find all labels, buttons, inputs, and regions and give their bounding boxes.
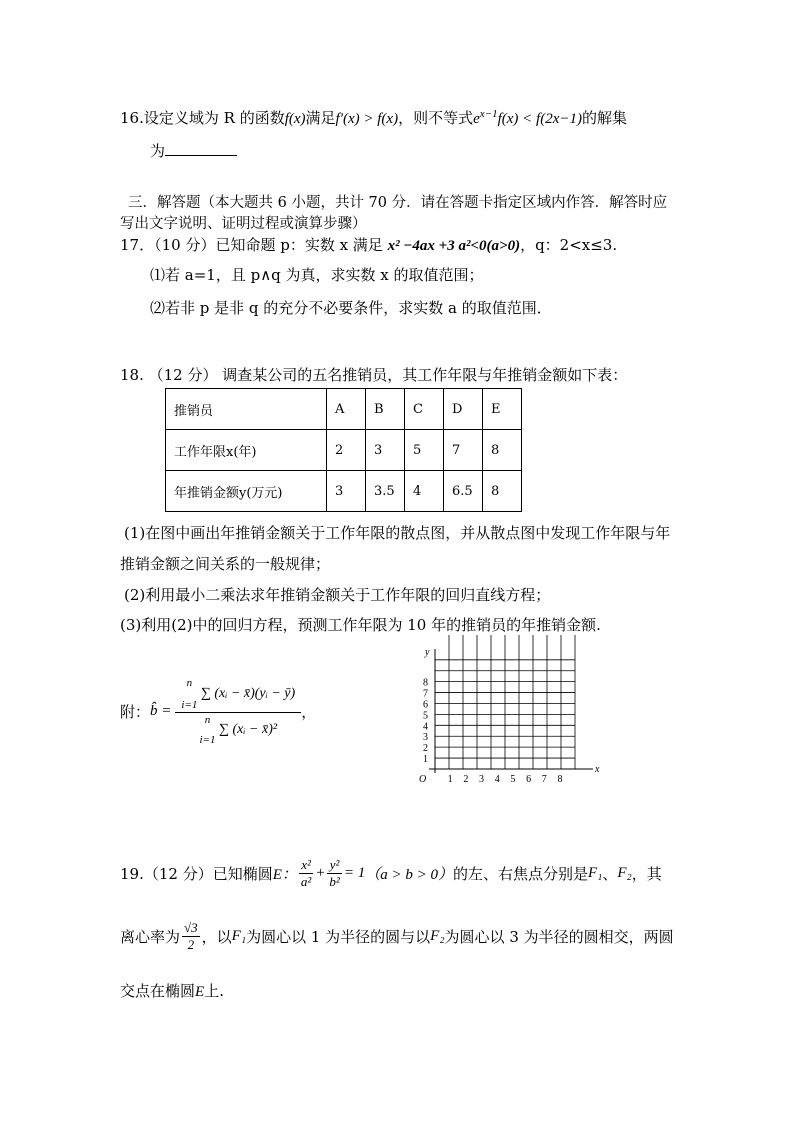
q19-ecc-den: 2 <box>187 937 195 952</box>
q16-line1 <box>120 107 627 128</box>
table-cell: 5 <box>405 430 444 471</box>
q18-intro: 18. （12 分） 调查某公司的五名推销员，其工作年限与年推销金额如下表： <box>120 366 628 384</box>
formula-numerator <box>175 676 301 713</box>
q19-frac-x-den: a² <box>300 874 312 889</box>
q16-text-e: 为 <box>150 142 166 160</box>
q19-line2-f2: F₂ <box>430 928 445 944</box>
section3-line1: 三．解答题（本大题共 6 小题，共计 70 分．请在答题卡指定区域内作答．解答时应 <box>128 195 668 211</box>
sum-bottom: i=1 <box>181 699 198 711</box>
q16-line2 <box>150 140 237 161</box>
q19-sep: 、 <box>602 865 618 883</box>
table-header-salesperson: 推销员 <box>166 389 327 430</box>
formula-fraction <box>175 676 301 747</box>
table-header-d: D <box>444 389 483 430</box>
q19-ecc-text: 离心率为 <box>120 928 181 946</box>
x-axis-label: x <box>595 764 600 775</box>
table-cell: 3.5 <box>366 471 405 512</box>
y-tick-label: 1 <box>423 754 428 766</box>
table-cell: 6.5 <box>444 471 483 512</box>
sum-top: n <box>204 714 211 726</box>
q19-plus: + <box>315 865 326 881</box>
q17-part1: ⑴若 a=1，且 p∧q 为真，求实数 x 的取值范围； <box>150 266 484 284</box>
q19-frac-x <box>299 857 313 890</box>
formula-numerator-text: ∑ (xᵢ − x̄)(yᵢ − ȳ) <box>200 686 296 702</box>
q19-head: 19.（12 分）已知椭圆 <box>120 865 273 883</box>
q19-ecc-num: √3 <box>184 920 198 935</box>
sum-bottom: i=1 <box>199 734 216 746</box>
q19-line2 <box>120 920 674 953</box>
table-label-years: 工作年限x(年) <box>166 430 327 471</box>
x-tick-label: 1 <box>447 774 453 785</box>
table-cell: 8 <box>483 430 522 471</box>
table-header-c: C <box>405 389 444 430</box>
q18-part2: (2)利用最小二乘法求年推销金额关于工作年限的回归直线方程； <box>124 586 551 604</box>
q19-line3 <box>120 980 224 1001</box>
table-row <box>166 430 522 471</box>
table-cell: 3 <box>327 471 366 512</box>
table-row <box>166 471 522 512</box>
formula-label: 附： <box>120 703 151 721</box>
q18-sales-table <box>165 388 522 512</box>
q19-line2-c: 为圆心以 3 为半径的圆相交，两圆 <box>444 928 674 946</box>
section3-line2: 写出文字说明、证明过程或演算步骤） <box>120 216 367 232</box>
formula-lhs: b̂ = <box>150 703 172 719</box>
q19-text-a: 的左、右焦点分别是 <box>452 865 588 883</box>
y-tick-label: 7 <box>423 688 428 700</box>
q16-answer-blank[interactable] <box>165 141 237 156</box>
q19-frac-x-num: x² <box>299 857 313 874</box>
q19-frac-y-den: b² <box>329 874 340 889</box>
q19-line1 <box>120 857 662 890</box>
formula-denominator-text: ∑ (xᵢ − x̄)² <box>218 722 278 738</box>
q19-line3-b: 上. <box>204 982 224 1000</box>
q17-head-text: 17．（10 分）已知命题 p：实数 x 满足 <box>120 236 383 254</box>
table-header-a: A <box>327 389 366 430</box>
q16-condition: f′(x) > f(x) <box>335 111 399 127</box>
table-header-e: E <box>483 389 522 430</box>
q19-condition: （a > b > 0） <box>365 867 453 883</box>
q17-head <box>120 234 617 255</box>
table-header-b: B <box>366 389 405 430</box>
x-tick-label: 3 <box>479 774 485 785</box>
table-cell: 3 <box>366 430 405 471</box>
q19-f1: F₁ <box>587 865 603 881</box>
q19-line2-b: 为圆心以 1 为半径的圆与以 <box>246 928 431 946</box>
table-cell: 8 <box>483 471 522 512</box>
q16-text-b: 满足 <box>305 109 336 127</box>
formula-tail: ， <box>301 703 317 721</box>
table-cell: 4 <box>405 471 444 512</box>
y-tick-label: 2 <box>423 743 428 755</box>
table-label-sales: 年推销金额y(万元) <box>166 471 327 512</box>
q17-expression: x² −4ax +3 a²<0(a>0) <box>387 238 521 254</box>
x-tick-label: 5 <box>510 774 516 785</box>
q16-text-d: 的解集 <box>581 109 627 127</box>
y-tick-label: 8 <box>423 677 428 689</box>
q19-ecc-frac <box>182 920 200 953</box>
table-row <box>166 389 522 430</box>
x-tick-label: 7 <box>541 774 547 785</box>
q16-inequality-e: e <box>473 111 480 127</box>
formula-denominator <box>175 713 301 747</box>
q19-frac-y-num: y² <box>327 857 341 874</box>
q18-formula <box>120 676 316 747</box>
q19-line3-e: E <box>195 984 205 1000</box>
q19-frac-y <box>327 857 341 890</box>
q16-fx: f(x) <box>284 111 306 127</box>
y-tick-label: 6 <box>423 699 428 711</box>
q18-part1-line1: (1)在图中画出年推销金额关于工作年限的散点图，并从散点图中发现工作年限与年 <box>124 524 671 542</box>
y-tick-label: 5 <box>423 710 428 722</box>
q19-line2-a: ，以 <box>201 928 232 946</box>
y-tick-label: 3 <box>423 732 428 744</box>
q18-scatter-grid[interactable] <box>415 647 600 785</box>
q19-f2: F₂ <box>617 865 632 881</box>
q17-part2: ⑵若非 p 是非 q 的充分不必要条件，求实数 a 的取值范围． <box>150 299 552 317</box>
q16-number: 16. <box>120 109 144 127</box>
q19-ellipse-name: E： <box>272 867 297 883</box>
x-tick-label: 2 <box>463 774 469 785</box>
x-tick-label: 8 <box>557 774 563 785</box>
q16-inequality-rest: f(x) < f(2x−1) <box>497 111 582 127</box>
x-tick-label: 4 <box>494 774 500 785</box>
q19-line3-a: 交点在椭圆 <box>120 982 196 1000</box>
sum-top: n <box>186 677 193 689</box>
table-cell: 7 <box>444 430 483 471</box>
q19-text-b: ，其 <box>631 865 662 883</box>
q16-text-c: ，则不等式 <box>398 109 474 127</box>
origin-label: O <box>419 774 427 785</box>
y-tick-label: 4 <box>423 721 428 733</box>
q19-line2-f1: F₁ <box>231 928 247 944</box>
x-tick-label: 6 <box>526 774 532 785</box>
y-axis-label: y <box>425 647 430 658</box>
q17-tail: ，q：2<x≤3. <box>520 236 618 254</box>
q16-text-a: 设定义域为 R 的函数 <box>143 109 285 127</box>
q18-part1-line2: 推销金额之间关系的一般规律； <box>120 555 331 573</box>
q16-inequality-exponent: x−1 <box>479 108 498 120</box>
q19-eq-rhs: = 1 <box>343 865 366 881</box>
table-cell: 2 <box>327 430 366 471</box>
q18-part3: (3)利用(2)中的回归方程，预测工作年限为 10 年的推销员的年推销金额. <box>120 616 601 634</box>
